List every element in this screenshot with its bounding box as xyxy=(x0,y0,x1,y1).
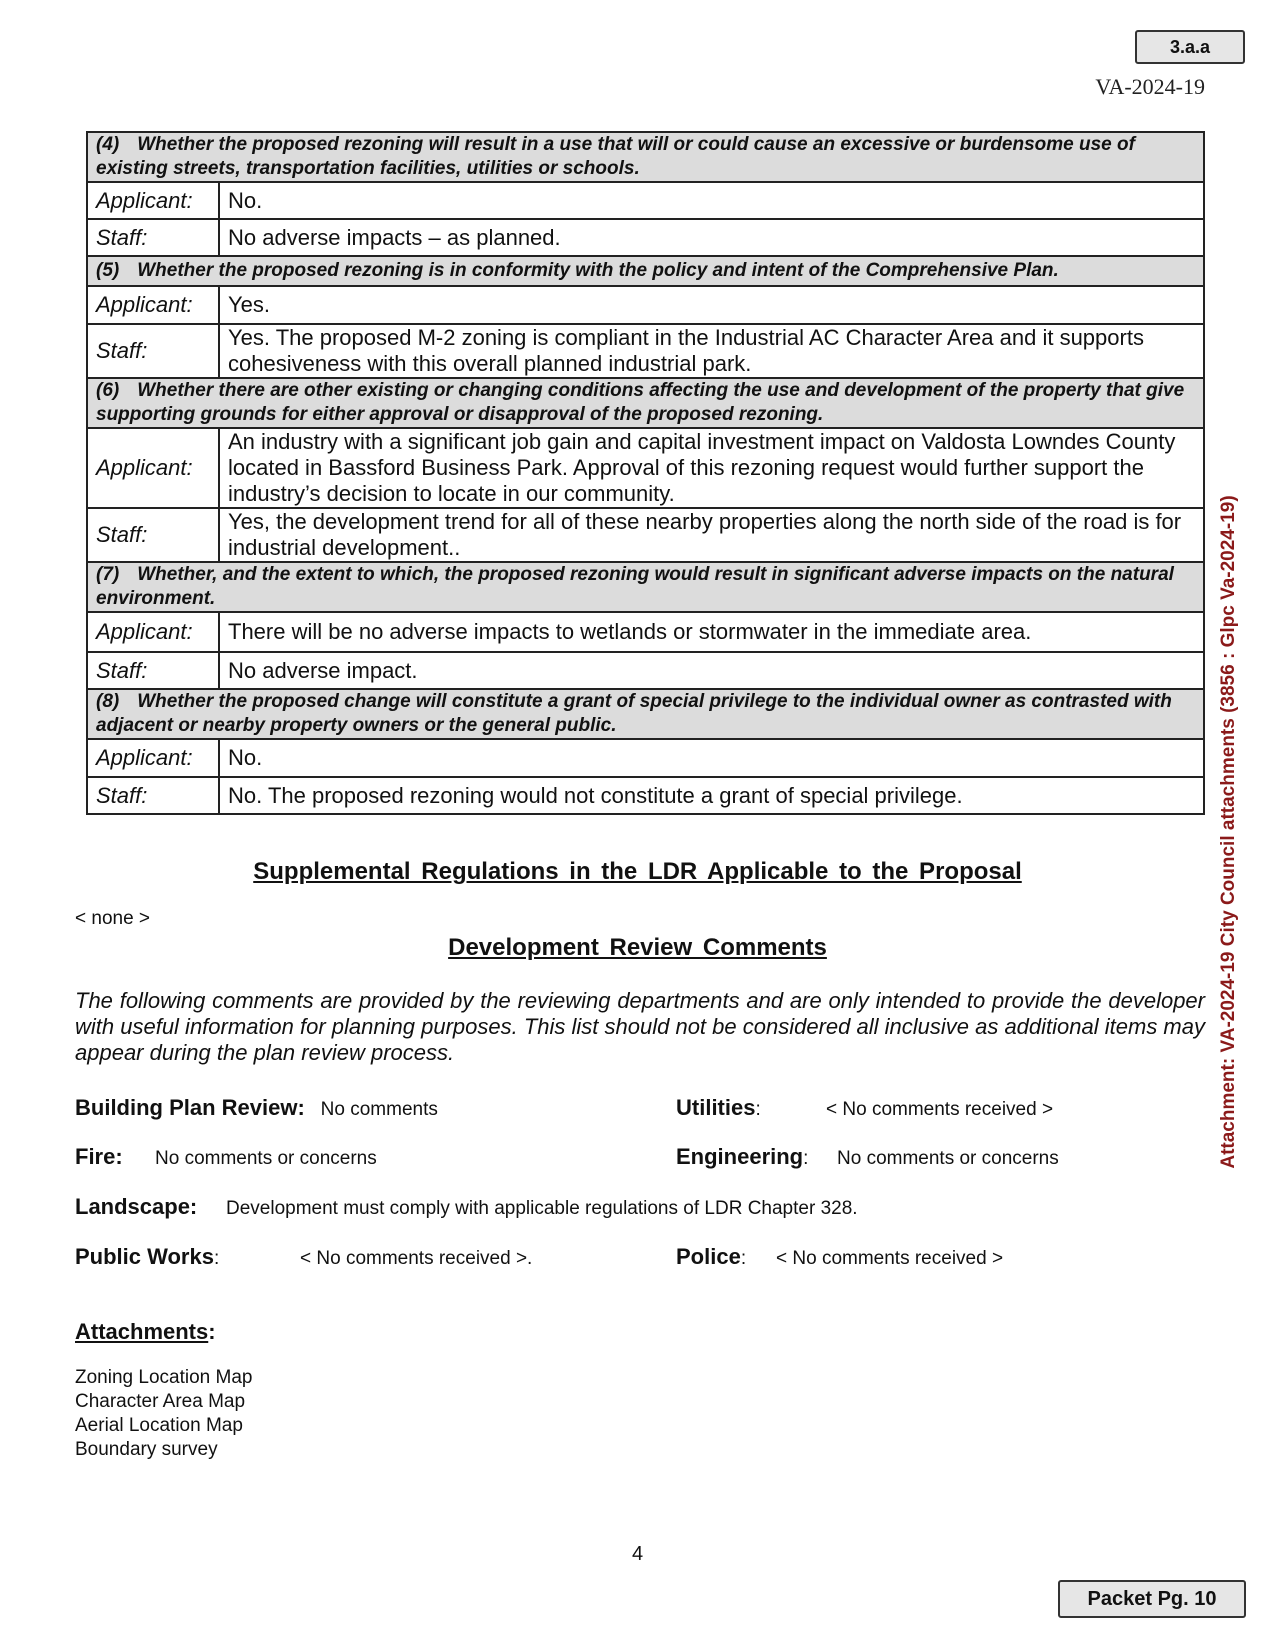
page-number: 4 xyxy=(631,1543,644,1565)
publicworks-value: < No comments received >. xyxy=(300,1248,533,1269)
supplemental-title: Supplemental Regulations in the LDR Applicable to the Proposal xyxy=(253,858,1022,885)
side-attachment-text: Attachment: VA-2024-19 City Council attachments (3856 : Glpc Va-2024-19) xyxy=(1218,495,1239,1169)
staff-response: Yes, the development trend for all of these nearby properties along the north side of the road is for industrial development.. xyxy=(219,508,1204,562)
applicant-label: Applicant: xyxy=(87,286,219,324)
list-item: Zoning Location Map xyxy=(75,1367,253,1388)
staff-response: No. The proposed rezoning would not constitute a grant of special privilege. xyxy=(219,777,1204,814)
criteria-table xyxy=(86,131,1205,815)
staff-label: Staff: xyxy=(87,652,219,689)
criterion-header-4: (4) Whether the proposed rezoning will result in a use that will or could cause an excessive or burdensome use of existing streets, transportation facilities, utilities or schools. xyxy=(87,132,1204,182)
supplemental-value: < none > xyxy=(75,908,151,929)
staff-response: Yes. The proposed M-2 zoning is compliant in the Industrial AC Character Area and it supports cohesiveness with this overall planned industrial park. xyxy=(219,324,1204,378)
staff-label: Staff: xyxy=(87,508,219,562)
list-item: Character Area Map xyxy=(75,1391,246,1412)
staff-response: No adverse impacts – as planned. xyxy=(219,219,1204,256)
criterion-header-5: (5) Whether the proposed rezoning is in conformity with the policy and intent of the Comprehensive Plan. xyxy=(87,256,1204,286)
applicant-response: No. xyxy=(219,739,1204,777)
utilities-review: Utilities: xyxy=(676,1095,761,1120)
document-id: VA-2024-19 xyxy=(1095,74,1205,99)
packet-page-box: Packet Pg. 10 xyxy=(1058,1580,1246,1618)
attachments-title: Attachments: xyxy=(75,1319,216,1344)
engineering-value: No comments or concerns xyxy=(837,1148,1059,1169)
landscape-value: Development must comply with applicable regulations of LDR Chapter 328. xyxy=(226,1198,858,1219)
list-item: Boundary survey xyxy=(75,1439,218,1460)
landscape-label: Landscape: xyxy=(75,1194,198,1219)
police-value: < No comments received > xyxy=(776,1248,1004,1269)
section-tag: 3.a.a xyxy=(1135,30,1245,64)
applicant-response: Yes. xyxy=(219,286,1204,324)
applicant-label: Applicant: xyxy=(87,428,219,508)
applicant-response: An industry with a significant job gain and capital investment impact on Valdosta Lowndes County located in Bassford Business Park. Approval of this rezoning request would further support the industry’s decision to locate in our community. xyxy=(219,428,1204,508)
staff-label: Staff: xyxy=(87,324,219,378)
list-item: Aerial Location Map xyxy=(75,1415,243,1436)
applicant-response: No. xyxy=(219,182,1204,219)
staff-label: Staff: xyxy=(87,219,219,256)
applicant-response: There will be no adverse impacts to wetlands or stormwater in the immediate area. xyxy=(219,612,1204,652)
publicworks-label: Public Works: xyxy=(75,1244,220,1269)
review-intro: The following comments are provided by the reviewing departments and are only intended to provide the developer with useful information for planning purposes. This list should not be considered all inclusive as additional items may appear during the plan review process. xyxy=(75,988,1205,1065)
engineering-label: Engineering: xyxy=(676,1144,809,1169)
fire-label: Fire: xyxy=(75,1144,123,1169)
building-review: Building Plan Review: No comments xyxy=(75,1095,438,1120)
attachments-list xyxy=(75,1366,252,1462)
staff-response: No adverse impact. xyxy=(219,652,1204,689)
criterion-header-6: (6) Whether there are other existing or changing conditions affecting the use and development of the property that give supporting grounds for either approval or disapproval of the proposed rezoning. xyxy=(87,378,1204,428)
criterion-header-8: (8) Whether the proposed change will constitute a grant of special privilege to the individual owner as contrasted with adjacent or nearby property owners or the general public. xyxy=(87,689,1204,739)
applicant-label: Applicant: xyxy=(87,182,219,219)
side-attachment-note xyxy=(1212,460,1246,1205)
applicant-label: Applicant: xyxy=(87,739,219,777)
criterion-header-7: (7) Whether, and the extent to which, the proposed rezoning would result in significant adverse impacts on the natural environment. xyxy=(87,562,1204,612)
applicant-label: Applicant: xyxy=(87,612,219,652)
review-title: Development Review Comments xyxy=(448,934,827,961)
utilities-value: < No comments received > xyxy=(826,1099,1054,1120)
fire-value: No comments or concerns xyxy=(155,1148,377,1169)
police-label: Police: xyxy=(676,1244,747,1269)
staff-label: Staff: xyxy=(87,777,219,814)
